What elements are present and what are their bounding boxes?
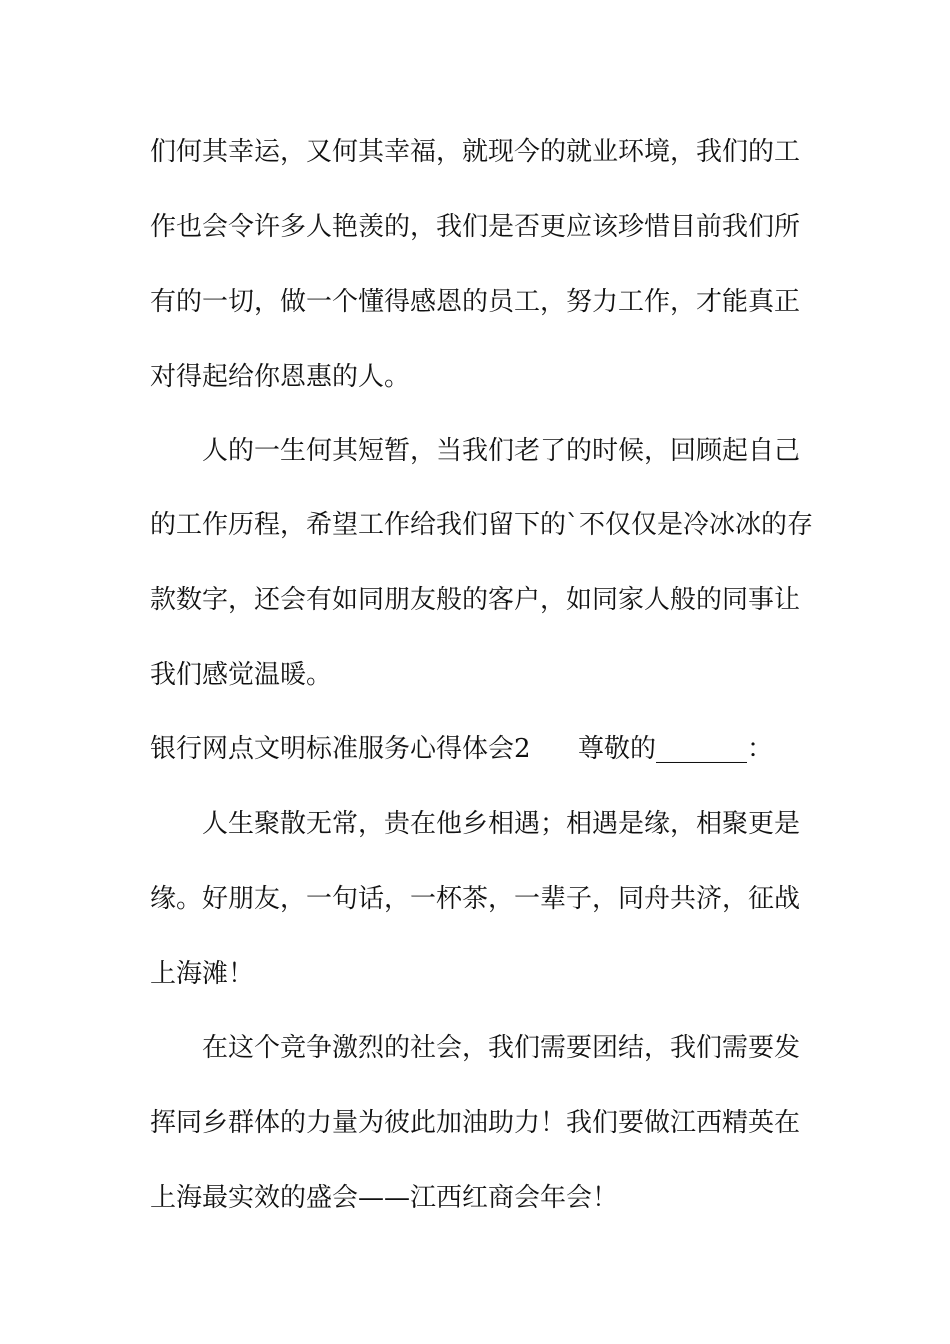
paragraph-line: 对得起给你恩惠的人。 xyxy=(150,362,411,392)
paragraph-line: 款数字，还会有如同朋友般的客户，如同家人般的同事让 xyxy=(150,585,801,615)
salutation: 尊敬的_______： xyxy=(578,734,774,764)
paragraph-line: 缘。好朋友，一句话，一杯茶，一辈子，同舟共济，征战 xyxy=(150,884,801,914)
paragraph-line: 挥同乡群体的力量为彼此加油助力！我们要做江西精英在 xyxy=(150,1108,801,1138)
paragraph-line: 人的一生何其短暂，当我们老了的时候，回顾起自己 xyxy=(202,436,801,466)
paragraph-line: 上海最实效的盛会——江西红商会年会！ xyxy=(150,1183,619,1213)
paragraph-line: 作也会令许多人艳羡的，我们是否更应该珍惜目前我们所 xyxy=(150,212,801,242)
section-title: 银行网点文明标准服务心得体会2 xyxy=(150,734,531,764)
paragraph-line: 我们感觉温暖。 xyxy=(150,660,333,690)
paragraph-line: 上海滩！ xyxy=(150,959,255,989)
paragraph-line: 们何其幸运，又何其幸福，就现今的就业环境，我们的工 xyxy=(150,137,801,167)
paragraph-line: 在这个竞争激烈的社会，我们需要团结，我们需要发 xyxy=(202,1033,801,1063)
paragraph-line: 的工作历程，希望工作给我们留下的`不仅仅是冷冰冰的存 xyxy=(150,510,814,540)
paragraph-line: 有的一切，做一个懂得感恩的员工，努力工作，才能真正 xyxy=(150,287,801,317)
paragraph-line: 人生聚散无常，贵在他乡相遇；相遇是缘，相聚更是 xyxy=(202,809,801,839)
